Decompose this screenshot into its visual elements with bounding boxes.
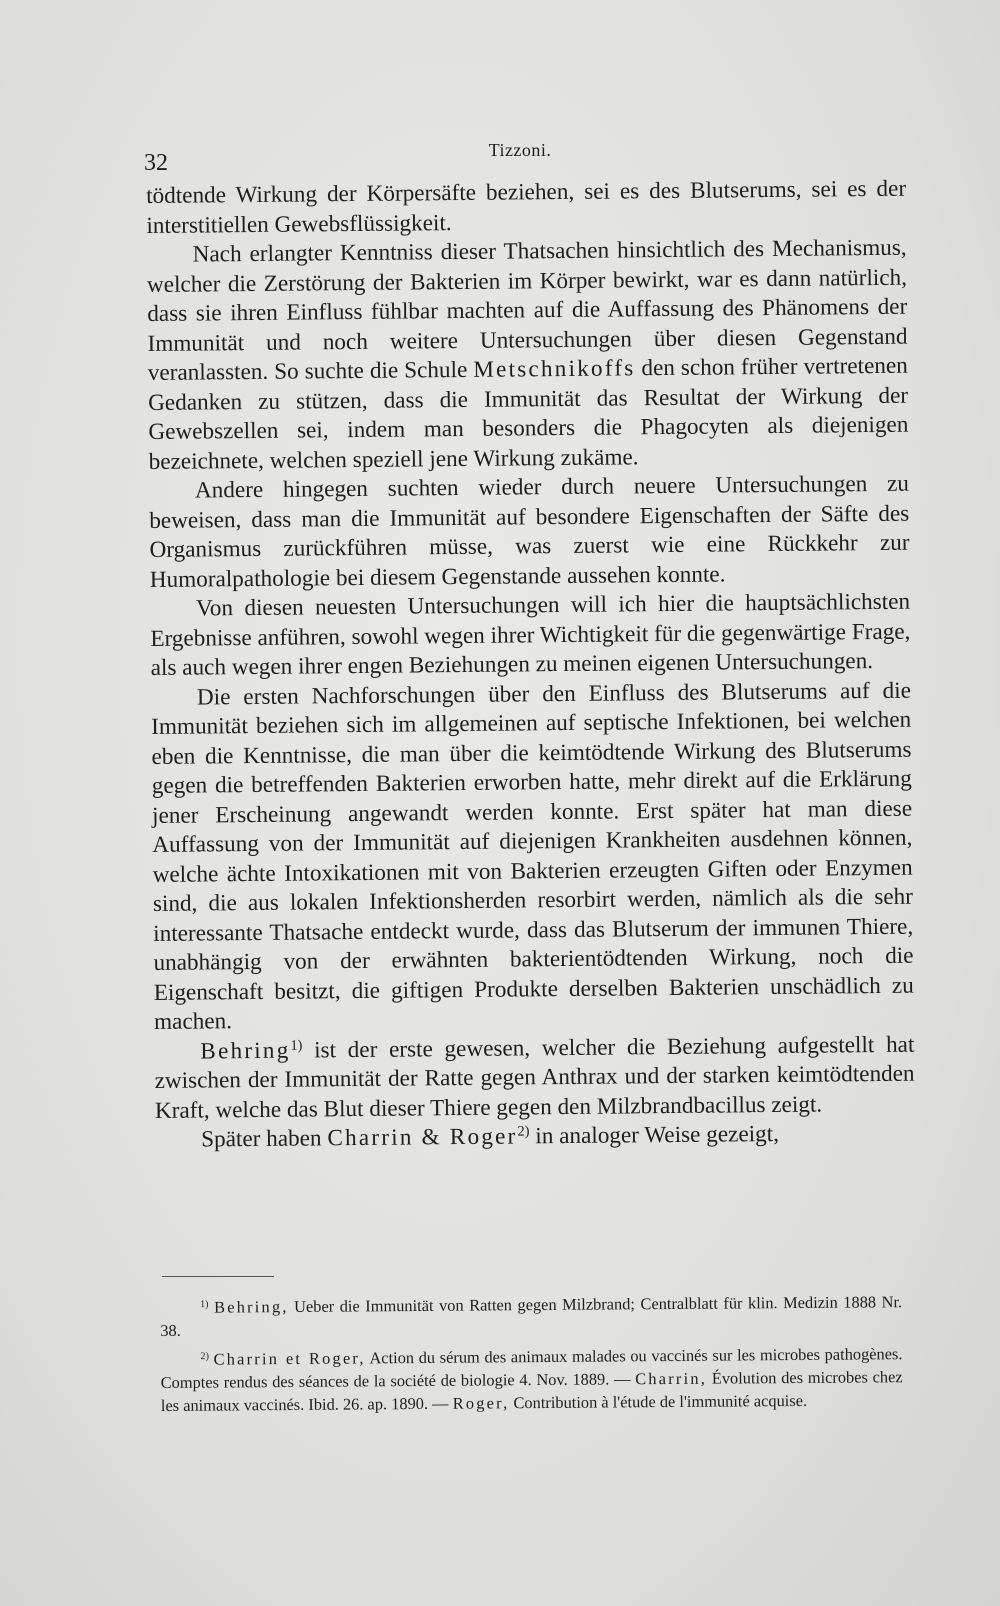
paragraph-text: Von diesen neuesten Untersuchungen will ich hier die hauptsächlichsten Ergebnisse anführen, sowohl wegen ihrer Wichtigkeit für die gegenwärtige Frage, als auch wegen ihrer engen Beziehungen zu meinen eigenen Untersuchungen. <box>150 588 911 681</box>
paragraph <box>155 1119 915 1156</box>
footnote-reference: 1) <box>290 1037 303 1054</box>
footnote-text: Action du sérum des animaux malades ou vaccinés sur les microbes pathogènes. Comptes rendus des séances de la société de biologie 4. Nov. 1889. — <box>160 1344 903 1392</box>
footnote-marker: 1) <box>200 1299 209 1311</box>
author-name: Metschnikoffs <box>473 355 636 383</box>
footnote-divider <box>162 1276 274 1277</box>
page-header <box>140 140 900 176</box>
footnote-reference: 2) <box>517 1123 530 1140</box>
paragraph-text: Nach erlangter Kenntniss dieser Thatsachen hinsichtlich des Mechanismus, welcher die Zerstörung der Bakterien im Körper bewirkt, war es dann natürlich, dass sie ihren Einfluss fühlbar machten auf die Auffassung des Phänomens der Immunität und noch weitere Untersuchungen über diesen Gegenstand veranlassten. So suchte die Schule <box>146 234 908 386</box>
paragraph-text: Andere hingegen suchten wieder durch neuere Untersuchungen zu beweisen, dass man die Immunität auf besondere Eigenschaften der Säfte des Organismus zurückführen müsse, was zuerst wie eine Rückkehr zur Humoralpathologie bei diesem Gegenstande aussehen konnte. <box>149 470 910 593</box>
footnote-author: Charrin et Roger, <box>213 1348 366 1369</box>
paragraph-text: tödtende Wirkung der Körpersäfte beziehen, sei es des Blutserums, sei es der interstitiellen Gewebsflüssigkeit. <box>146 175 907 239</box>
paragraph <box>149 470 910 595</box>
footnote-marker: 2) <box>200 1351 209 1363</box>
body-text <box>146 175 915 1156</box>
paragraph-text: in analoger Weise gezeigt, <box>535 1120 780 1150</box>
footnote <box>160 1342 903 1417</box>
page-number: 32 <box>144 150 168 176</box>
paragraph-text: Später haben <box>201 1125 322 1153</box>
footnotes <box>160 1290 903 1423</box>
running-head: Tizzoni. <box>488 140 552 160</box>
paragraph <box>147 234 909 477</box>
paragraph-text: ist der erste gewesen, welcher die Beziehung aufgestellt hat zwischen der Immunität der Ratte gegen Anthrax und der starken keimtödtenden Kraft, welche das Blut dieser Thiere gegen den Milzbrandbacillus zeigt. <box>154 1031 915 1124</box>
footnote-text: Ueber die Immunität von Ratten gegen Milzbrand; Centralblatt für klin. Medizin 1888 Nr. 38. <box>160 1292 903 1340</box>
footnote <box>160 1290 902 1342</box>
footnote-text: Évolution des microbes chez les animaux vaccinés. Ibid. 26. ap. 1890. — <box>160 1367 903 1415</box>
footnote-author: Behring, <box>214 1296 289 1317</box>
paragraph <box>154 1030 915 1126</box>
paragraph-text: Die ersten Nachforschungen über den Einfluss des Blutserums auf die Immunität beziehen sich im allgemeinen auf septische Infektionen, bei welchen eben die Kenntnisse, die man über die keimtödtende Wirkung des Blutserums gegen die betreffenden Bakterien erworben hatte, mehr direkt auf die Erklärung jener Erscheinung angewandt werden konnte. Erst später hat man diese Auffassung von der Immunität auf diejenigen Krankheiten ausdehnen können, welche ächte Intoxikationen mit von Bakterien erzeugten Giften oder Enzymen sind, die aus lokalen Infektionsherden resorbirt werden, nämlich als die sehr interessante Thatsache entdeckt wurde, dass das Blutserum der immunen Thiere, unabhängig von der erwähnten bakterientödtenden Wirkung, noch die Eigenschaft besitzt, die giftigen Produkte derselben Bakterien unschädlich zu machen. <box>151 677 914 1035</box>
footnote-author: Roger, <box>452 1393 510 1413</box>
author-name: Behring <box>200 1037 291 1065</box>
paragraph <box>151 676 914 1037</box>
paragraph-text: den schon früher vertretenen Gedanken zu stützen, dass die Immunität das Resultat der Wirkung der Gewebszellen sei, indem man besonders die Phagocyten als diejenigen bezeichnete, welchen speziell jene Wirkung zukäme. <box>147 352 909 475</box>
paragraph <box>150 588 911 684</box>
footnote-author: Charrin, <box>635 1368 708 1389</box>
author-name: Charrin & Roger <box>327 1123 518 1152</box>
paragraph-continuation <box>146 175 907 241</box>
footnote-text: Contribution à l'étude de l'immunité acquise. <box>513 1390 808 1413</box>
